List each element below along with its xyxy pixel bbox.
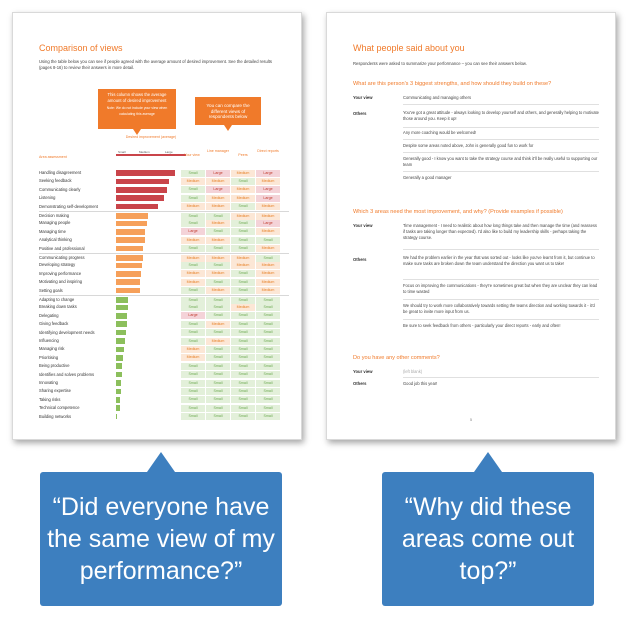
line-manager-cell: Medium [206, 220, 230, 227]
improvement-bar [116, 321, 127, 327]
area-label: Managing people [39, 220, 71, 226]
peers-cell: Small [231, 228, 255, 235]
improvement-bar [116, 187, 167, 193]
line-manager-cell: Small [206, 396, 230, 403]
area-label: Improving performance [39, 270, 82, 276]
line-manager-cell: Small [206, 245, 230, 252]
peers-cell: Small [231, 321, 255, 328]
area-label: Identifies and solves problems [39, 371, 95, 377]
line-manager-cell: Small [206, 354, 230, 361]
improvement-bar [116, 347, 124, 353]
your-view-cell: Small [181, 405, 205, 412]
direct-reports-cell: Small [256, 237, 280, 244]
your-view-cell: Medium [181, 346, 205, 353]
line-manager-cell: Medium [206, 195, 230, 202]
average-callout-text: This column shows the average amount of desired improvement [107, 92, 167, 103]
line-manager-cell: Small [206, 405, 230, 412]
line-manager-cell: Small [206, 329, 230, 336]
table-row [39, 345, 289, 353]
peers-cell: Medium [231, 255, 255, 262]
line-manager-cell: Medium [206, 287, 230, 294]
table-row [39, 295, 289, 303]
direct-reports-cell: Small [256, 304, 280, 311]
your-view-response: Time management - I need to realistic about how long things take and then manage the time (and reassess if tasks are taking longer than expected). I'd also like to build my leadership skills - perhaps taking the strategy course. [403, 223, 597, 240]
peers-cell: Small [231, 396, 255, 403]
line-manager-cell: Small [206, 279, 230, 286]
bubble-tail [474, 452, 502, 472]
line-manager-cell: Small [206, 304, 230, 311]
your-view-cell: Medium [181, 255, 205, 262]
table-row [39, 186, 289, 194]
area-label: Decision making [39, 213, 70, 218]
page-number: 5 [469, 417, 473, 422]
table-row [39, 203, 289, 211]
your-view-cell: Small [181, 371, 205, 378]
page-title: What people said about you [353, 43, 465, 53]
your-view-response: (left blank) [403, 369, 423, 374]
line-manager-cell: Small [206, 297, 230, 304]
area-label: Positive and professional [39, 245, 85, 251]
your-view-cell: Small [181, 338, 205, 345]
improvement-bar [116, 313, 127, 319]
divider [403, 171, 599, 172]
views-callout [195, 97, 261, 125]
improvement-bar [116, 397, 120, 403]
peers-cell: Small [231, 279, 255, 286]
line-manager-header: Line manager [207, 149, 229, 153]
divider [403, 249, 599, 250]
your-view-cell: Small [181, 304, 205, 311]
table-row [39, 387, 289, 395]
your-view-cell: Small [181, 245, 205, 252]
your-view-cell: Small [181, 321, 205, 328]
others-response: Good job this year! [403, 381, 438, 386]
improvement-bar [116, 179, 169, 185]
peers-cell: Small [231, 287, 255, 294]
peers-cell: Small [231, 371, 255, 378]
line-manager-cell: Small [206, 312, 230, 319]
comments-page [326, 12, 616, 440]
area-label: Sharing expertise [39, 388, 71, 394]
your-view-cell: Small [181, 170, 205, 177]
improvement-bar [116, 305, 128, 311]
your-view-cell: Medium [181, 178, 205, 185]
your-view-cell: Small [181, 388, 205, 395]
peers-cell: Small [231, 237, 255, 244]
improvement-bar [116, 229, 145, 235]
page-title: Comparison of views [39, 43, 123, 53]
divider [403, 104, 599, 105]
improvement-bar [116, 271, 141, 277]
direct-reports-cell: Small [256, 396, 280, 403]
line-manager-cell: Medium [206, 338, 230, 345]
direct-reports-cell: Medium [256, 178, 280, 185]
direct-reports-cell: Small [256, 380, 280, 387]
table-row [39, 354, 289, 362]
area-label: Managing time [39, 228, 66, 234]
divider [403, 127, 599, 128]
peers-cell: Small [231, 203, 255, 210]
scale-small: Small [118, 150, 126, 154]
bubble-tail [147, 452, 175, 472]
your-view-cell: Small [181, 220, 205, 227]
table-row [39, 228, 289, 236]
table-row [39, 379, 289, 387]
others-response: Be sure to seek feedback from others - particularly your direct reports - early and often! [403, 323, 561, 328]
your-view-label: Your view [353, 223, 373, 228]
peers-cell: Small [231, 297, 255, 304]
your-view-cell: Medium [181, 354, 205, 361]
table-row [39, 396, 289, 404]
table-row [39, 177, 289, 185]
improvement-bar [116, 213, 148, 219]
your-view-cell: Large [181, 312, 205, 319]
improvement-bar [116, 263, 142, 269]
area-label: Innovating [39, 380, 58, 385]
others-label: Others [353, 381, 367, 386]
area-label: Managing risk [39, 346, 65, 352]
divider [403, 299, 599, 300]
line-manager-cell: Medium [206, 255, 230, 262]
line-manager-cell: Small [206, 228, 230, 235]
peers-cell: Medium [231, 304, 255, 311]
question-improvement: Which 3 areas need the most improvement, and why? (Provide examples if possible) [353, 209, 563, 215]
area-label: Handling disagreement [39, 170, 82, 175]
table-row [39, 303, 289, 311]
peers-cell: Small [231, 245, 255, 252]
area-label: Setting goals [39, 287, 63, 293]
scale-line [116, 154, 186, 156]
peers-cell: Medium [231, 262, 255, 269]
area-label: Communicating progress [39, 255, 85, 260]
others-response: Generally good - I know you want to take the strategy course and think it'll be really useful to supporting our team [403, 156, 598, 167]
others-response: We had the problem earlier in the year that was sorted out - looks like you've learnt from it, but continue to make sure tasks are broken down the team understand the direction you want us to take! [403, 255, 595, 266]
line-manager-cell: Small [206, 413, 230, 420]
area-label: Being productive [39, 363, 70, 369]
area-label: Taking risks [39, 396, 61, 402]
direct-reports-cell: Large [256, 195, 280, 202]
improvement-bar [116, 288, 140, 294]
divider [403, 279, 599, 280]
line-manager-cell: Small [206, 363, 230, 370]
line-manager-cell: Small [206, 380, 230, 387]
your-view-label: Your view [353, 95, 373, 100]
your-view-label: Your view [353, 369, 373, 374]
area-label: Identifying development needs [39, 329, 95, 335]
average-callout [98, 89, 176, 129]
views-callout-text: You can compare the different views of respondents below [206, 103, 250, 119]
area-label: Technical competence [39, 405, 80, 411]
table-row [39, 211, 289, 219]
direct-reports-header: Direct reports [257, 149, 279, 153]
others-response: Generally a good manager [403, 175, 452, 180]
your-view-cell: Small [181, 297, 205, 304]
area-label: Demonstrating self-development [39, 203, 98, 209]
direct-reports-cell: Small [256, 338, 280, 345]
peers-cell: Small [231, 338, 255, 345]
your-view-cell: Small [181, 195, 205, 202]
direct-reports-cell: Small [256, 297, 280, 304]
area-label: Communicating clearly [39, 186, 81, 192]
direct-reports-cell: Small [256, 363, 280, 370]
direct-reports-cell: Small [256, 354, 280, 361]
peers-cell: Small [231, 270, 255, 277]
area-label: Analytical thinking [39, 237, 72, 243]
improvement-bar [116, 389, 121, 395]
others-response: We should try to work more collaboratively towards setting the teams direction and working towards it - it'd be great to invite more input from us. [403, 303, 595, 314]
peers-cell: Small [231, 354, 255, 361]
peers-cell: Small [231, 329, 255, 336]
line-manager-cell: Small [206, 213, 230, 220]
table-row [39, 312, 289, 320]
line-manager-cell: Large [206, 170, 230, 177]
line-manager-cell: Medium [206, 237, 230, 244]
peers-cell: Small [231, 346, 255, 353]
area-label: Breaking down tasks [39, 304, 77, 310]
improvement-bar [116, 330, 126, 336]
line-manager-cell: Small [206, 371, 230, 378]
direct-reports-cell: Small [256, 312, 280, 319]
page-intro: Respondents were asked to summarize your performance – you can see their answers below. [353, 61, 527, 66]
peers-header: Peers [238, 153, 248, 157]
divider [403, 139, 599, 140]
question-strengths: What are this person's 3 biggest strengths, and how should they build on these? [353, 81, 552, 87]
table-row [39, 270, 289, 278]
others-label: Others [353, 111, 367, 116]
others-response: Despite some areas noted above, John is generally good fun to work for [403, 143, 534, 148]
bubble-text: “Did everyone have the same view of my performance?” [47, 493, 275, 585]
line-manager-cell: Medium [206, 270, 230, 277]
direct-reports-cell: Small [256, 321, 280, 328]
direct-reports-cell: Medium [256, 287, 280, 294]
line-manager-cell: Medium [206, 321, 230, 328]
table-row [39, 404, 289, 412]
bubble-text: “Why did these areas come out top?” [401, 493, 575, 585]
direct-reports-cell: Small [256, 346, 280, 353]
direct-reports-cell: Medium [256, 245, 280, 252]
improvement-bar [116, 372, 122, 378]
improvement-bar [116, 297, 128, 303]
improvement-bar [116, 237, 145, 243]
improvement-bar [116, 279, 140, 285]
peers-cell: Small [231, 312, 255, 319]
area-label: Giving feedback [39, 321, 69, 327]
direct-reports-cell: Small [256, 413, 280, 420]
others-response: Focus on improving the communications - they're sometimes great but when they are unclear they can lead to time wasted [403, 283, 598, 294]
table-row [39, 413, 289, 421]
your-view-cell: Small [181, 329, 205, 336]
page-intro: Using the table below you can see if people agreed with the average amount of desired improvement. See the detailed results (pages 8-16) to review their answers in more detail. [39, 59, 273, 70]
table-row [39, 320, 289, 328]
direct-reports-cell: Small [256, 388, 280, 395]
area-label: Motivating and inspiring [39, 279, 83, 285]
your-view-header: Your view [184, 153, 200, 157]
direct-reports-cell: Medium [256, 213, 280, 220]
improvement-bar [116, 355, 123, 361]
table-row [39, 261, 289, 269]
improvement-bar [116, 221, 147, 227]
line-manager-cell: Medium [206, 178, 230, 185]
table-row [39, 371, 289, 379]
your-view-cell: Small [181, 363, 205, 370]
question-bubble-right [382, 472, 594, 606]
direct-reports-cell: Small [256, 405, 280, 412]
table-row [39, 278, 289, 286]
direct-reports-cell: Large [256, 220, 280, 227]
area-label: Influencing [39, 338, 59, 343]
your-view-response: Communicating and managing others [403, 95, 472, 100]
table-row [39, 236, 289, 244]
improvement-bar [116, 380, 121, 386]
divider [403, 377, 599, 378]
improvement-bar [116, 338, 125, 344]
direct-reports-cell: Medium [256, 279, 280, 286]
table-row [39, 219, 289, 227]
improvement-bar [116, 204, 158, 210]
direct-reports-cell: Small [256, 371, 280, 378]
table-row [39, 287, 289, 295]
improvement-bar [116, 414, 117, 420]
peers-cell: Small [231, 405, 255, 412]
area-label: Building networks [39, 413, 72, 419]
your-view-cell: Medium [181, 270, 205, 277]
peers-cell: Medium [231, 170, 255, 177]
area-label: Prioritising [39, 354, 59, 360]
desired-header: Desired improvement (average) [125, 135, 177, 139]
table-row [39, 245, 289, 253]
your-view-cell: Medium [181, 203, 205, 210]
table-row [39, 362, 289, 370]
direct-reports-cell: Small [256, 329, 280, 336]
peers-cell: Small [231, 380, 255, 387]
direct-reports-cell: Small [256, 255, 280, 262]
area-label: Delegating [39, 312, 59, 318]
area-label: Adapting to change [39, 297, 75, 302]
improvement-bar [116, 246, 143, 252]
your-view-cell: Small [181, 380, 205, 387]
direct-reports-cell: Large [256, 170, 280, 177]
table-row [39, 337, 289, 345]
line-manager-cell: Small [206, 262, 230, 269]
your-view-cell: Small [181, 396, 205, 403]
table-row [39, 169, 289, 177]
peers-cell: Medium [231, 186, 255, 193]
line-manager-cell: Medium [206, 203, 230, 210]
your-view-cell: Small [181, 213, 205, 220]
table-row [39, 194, 289, 202]
your-view-cell: Small [181, 186, 205, 193]
table-row [39, 253, 289, 261]
your-view-cell: Medium [181, 279, 205, 286]
others-label: Others [353, 257, 367, 262]
your-view-cell: Small [181, 262, 205, 269]
peers-cell: Small [231, 220, 255, 227]
divider [403, 152, 599, 153]
your-view-cell: Large [181, 228, 205, 235]
scale-large: Large [165, 150, 173, 154]
question-other-comments: Do you have any other comments? [353, 355, 440, 361]
peers-cell: Small [231, 413, 255, 420]
scale-medium: Medium [139, 150, 150, 154]
others-response: You've got a great attitude - always looking to develop yourself and others, and generally helping to motivate those around you. Keep it up! [403, 110, 599, 121]
table-row [39, 329, 289, 337]
area-label: Listening [39, 195, 56, 201]
improvement-bar [116, 195, 164, 201]
your-view-cell: Small [181, 413, 205, 420]
direct-reports-cell: Large [256, 186, 280, 193]
peers-cell: Small [231, 388, 255, 395]
improvement-bar [116, 405, 120, 411]
direct-reports-cell: Medium [256, 228, 280, 235]
comparison-page [12, 12, 302, 440]
your-view-cell: Small [181, 287, 205, 294]
peers-cell: Small [231, 363, 255, 370]
peers-cell: Medium [231, 195, 255, 202]
direct-reports-cell: Medium [256, 203, 280, 210]
improvement-bar [116, 170, 175, 176]
improvement-bar [116, 255, 143, 261]
line-manager-cell: Large [206, 186, 230, 193]
line-manager-cell: Small [206, 346, 230, 353]
direct-reports-cell: Medium [256, 270, 280, 277]
average-callout-note: Note: We do not include your view when calculating this average [106, 106, 168, 116]
peers-cell: Small [231, 178, 255, 185]
area-label: Developing strategy [39, 262, 76, 268]
divider [403, 319, 599, 320]
your-view-cell: Medium [181, 237, 205, 244]
question-bubble-left [40, 472, 282, 606]
peers-cell: Medium [231, 213, 255, 220]
area-label: Seeking feedback [39, 178, 72, 184]
others-response: Any more coaching would be welcomed! [403, 130, 477, 135]
line-manager-cell: Small [206, 388, 230, 395]
direct-reports-cell: Medium [256, 262, 280, 269]
improvement-bar [116, 363, 122, 369]
area-header: Area assessment [39, 155, 67, 159]
